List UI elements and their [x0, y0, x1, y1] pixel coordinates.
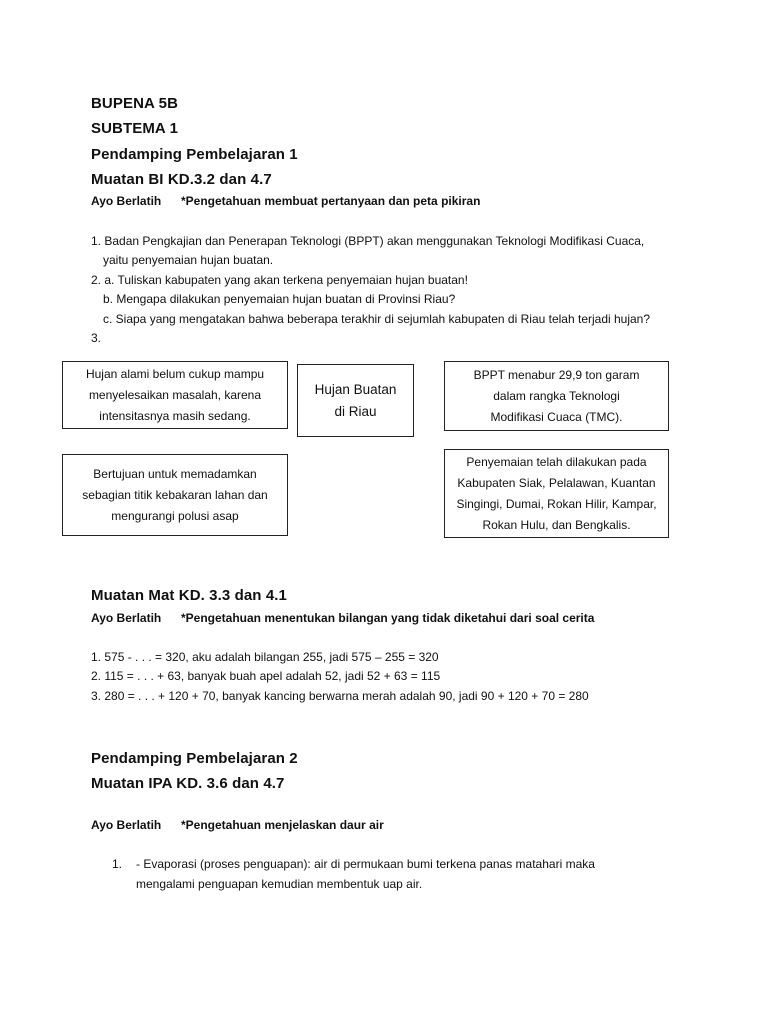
mat-ayo-berlatih: Ayo Berlatih — [91, 611, 162, 625]
bi-question-2a: 2. a. Tuliskan kabupaten yang akan terkena penyemaian hujan buatan! — [91, 273, 468, 287]
ipa-item-line-1: - Evaporasi (proses penguapan): air di permukaan bumi terkena panas matahari maka — [136, 857, 595, 871]
ipa-note: *Pengetahuan menjelaskan daur air — [181, 818, 384, 832]
mat-note: *Pengetahuan menentukan bilangan yang tidak diketahui dari soal cerita — [181, 611, 595, 625]
mat-answer-1: 1. 575 - . . . = 320, aku adalah bilangan 255, jadi 575 – 255 = 320 — [91, 650, 439, 664]
mindmap-text-bottom-left: Bertujuan untuk memadamkan sebagian titik kebakaran lahan dan mengurangi polusi asap — [82, 466, 268, 523]
mindmap-box-top-left — [62, 361, 288, 429]
ipa-ayo-berlatih: Ayo Berlatih — [91, 818, 162, 832]
ipa-item-number: 1. — [112, 857, 123, 871]
mindmap-box-bottom-left — [62, 454, 288, 536]
bi-question-2b: b. Mengapa dilakukan penyemaian hujan buatan di Provinsi Riau? — [103, 292, 456, 306]
mindmap-text-center: Hujan Buatan di Riau — [314, 381, 397, 419]
mindmap-box-top-right — [444, 361, 669, 431]
bi-heading: Muatan BI KD.3.2 dan 4.7 — [91, 171, 272, 188]
ipa-item-line-2: mengalami penguapan kemudian membentuk uap air. — [136, 877, 423, 891]
bi-question-2c: c. Siapa yang mengatakan bahwa beberapa terakhir di sejumlah kabupaten di Riau telah terjadi hujan? — [103, 312, 651, 326]
mat-heading: Muatan Mat KD. 3.3 dan 4.1 — [91, 587, 287, 604]
mat-answer-2: 2. 115 = . . . + 63, banyak buah apel adalah 52, jadi 52 + 63 = 115 — [91, 669, 441, 683]
pp1-heading: Pendamping Pembelajaran 1 — [91, 146, 298, 163]
bi-question-1-cont: yaitu penyemaian hujan buatan. — [103, 253, 274, 267]
mindmap-text-top-left: Hujan alami belum cukup mampu menyelesaikan masalah, karena intensitasnya masih sedang. — [85, 366, 265, 423]
bi-question-1: 1. Badan Pengkajian dan Penerapan Teknologi (BPPT) akan menggunakan Teknologi Modifikasi Cuaca, — [91, 234, 645, 248]
pp2-heading: Pendamping Pembelajaran 2 — [91, 750, 298, 767]
mindmap-text-bottom-right: Penyemaian telah dilakukan pada Kabupaten Siak, Pelalawan, Kuantan Singingi, Dumai, Rokan Hilir, Kampar, Rokan Hulu, dan Bengkalis. — [456, 454, 657, 532]
bupena-heading: BUPENA 5B — [91, 95, 179, 112]
bi-note: *Pengetahuan membuat pertanyaan dan peta pikiran — [181, 194, 481, 208]
mindmap-text-top-right: BPPT menabur 29,9 ton garam dalam rangka Teknologi Modifikasi Cuaca (TMC). — [473, 367, 640, 424]
subtema-heading: SUBTEMA 1 — [91, 120, 179, 137]
mindmap-box-center — [297, 364, 414, 437]
bi-ayo-berlatih: Ayo Berlatih — [91, 194, 162, 208]
bi-question-3: 3. — [91, 331, 102, 345]
mat-answer-3: 3. 280 = . . . + 120 + 70, banyak kancing berwarna merah adalah 90, jadi 90 + 120 + 70 = 280 — [91, 689, 589, 703]
ipa-heading: Muatan IPA KD. 3.6 dan 4.7 — [91, 775, 285, 792]
mindmap-box-bottom-right — [444, 449, 669, 538]
